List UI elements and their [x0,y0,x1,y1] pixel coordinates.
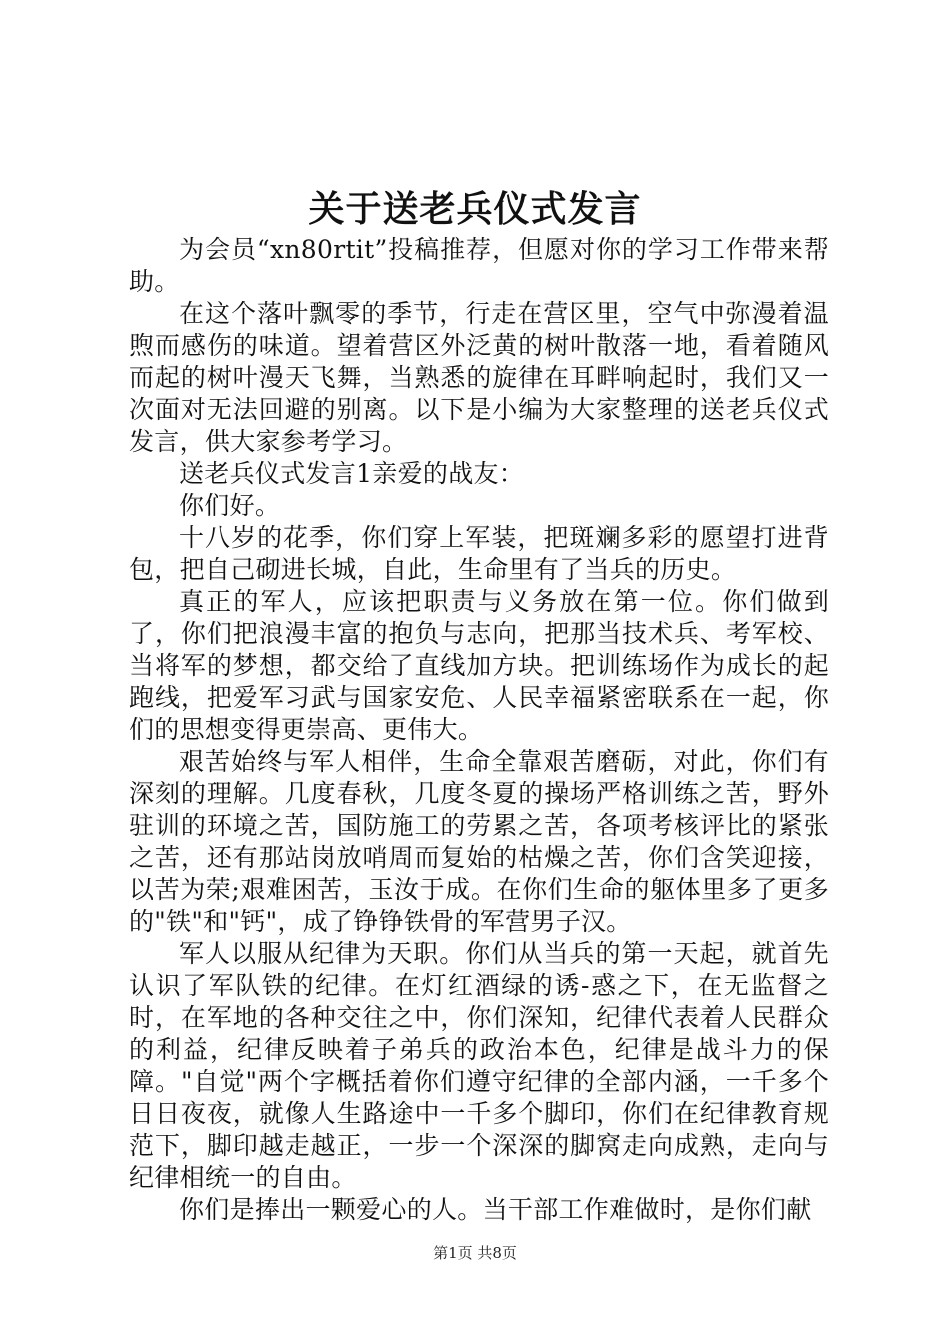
paragraph-1: 为会员“xn80rtit”投稿推荐，但愿对你的学习工作带来帮助。 [129,235,829,296]
paragraph-4: 你们好。 [179,491,281,520]
document-title: 关于送老兵仪式发言 [308,188,642,230]
document-body [129,234,829,1226]
paragraph-9: 你们是捧出一颗爱心的人。当干部工作难做时，是你们献 [179,1195,812,1224]
paragraph-3: 送老兵仪式发言1亲爱的战友： [179,459,525,488]
paragraph-6: 真正的军人，应该把职责与义务放在第一位。你们做到了，你们把浪漫丰富的抱负与志向，把那当技术兵、考军校、当将军的梦想，都交给了直线加方块。把训练场作为成长的起跑线，把爱军习武与国家安危、人民幸福紧密联系在一起，你们的思想变得更崇高、更伟大。 [129,587,829,744]
paragraph-8: 军人以服从纪律为天职。你们从当兵的第一天起，就首先认识了军队铁的纪律。在灯红酒绿的诱-惑之下，在无监督之时，在军地的各种交往之中，你们深知，纪律代表着人民群众的利益，纪律反映着子弟兵的政治本色，纪律是战斗力的保障。"自觉"两个字概括着你们遵守纪律的全部内涵，一千多个日日夜夜，就像人生路途中一千多个脚印，你们在纪律教育规范下，脚印越走越正，一步一个深深的脚窝走向成熟，走向与纪律相统一的自由。 [129,939,829,1192]
paragraph-7: 艰苦始终与军人相伴，生命全靠艰苦磨砺，对此，你们有深刻的理解。几度春秋，几度冬夏的操场严格训练之苦，野外驻训的环境之苦，国防施工的劳累之苦，各项考核评比的紧张之苦，还有那站岗放哨周而复始的枯燥之苦，你们含笑迎接，以苦为荣;艰难困苦，玉汝于成。在你们生命的躯体里多了更多的"铁"和"钙"，成了铮铮铁骨的军营男子汉。 [129,747,829,936]
paragraph-5: 十八岁的花季，你们穿上军装，把斑斓多彩的愿望打进背包，把自己砌进长城，自此，生命里有了当兵的历史。 [129,523,829,584]
page-footer: 第1页 共8页 [433,1244,517,1262]
paragraph-2: 在这个落叶飘零的季节，行走在营区里，空气中弥漫着温煦而感伤的味道。望着营区外泛黄的树叶散落一地，看着随风而起的树叶漫天飞舞，当熟悉的旋律在耳畔响起时，我们又一次面对无法回避的别离。以下是小编为大家整理的送老兵仪式发言，供大家参考学习。 [129,299,829,456]
